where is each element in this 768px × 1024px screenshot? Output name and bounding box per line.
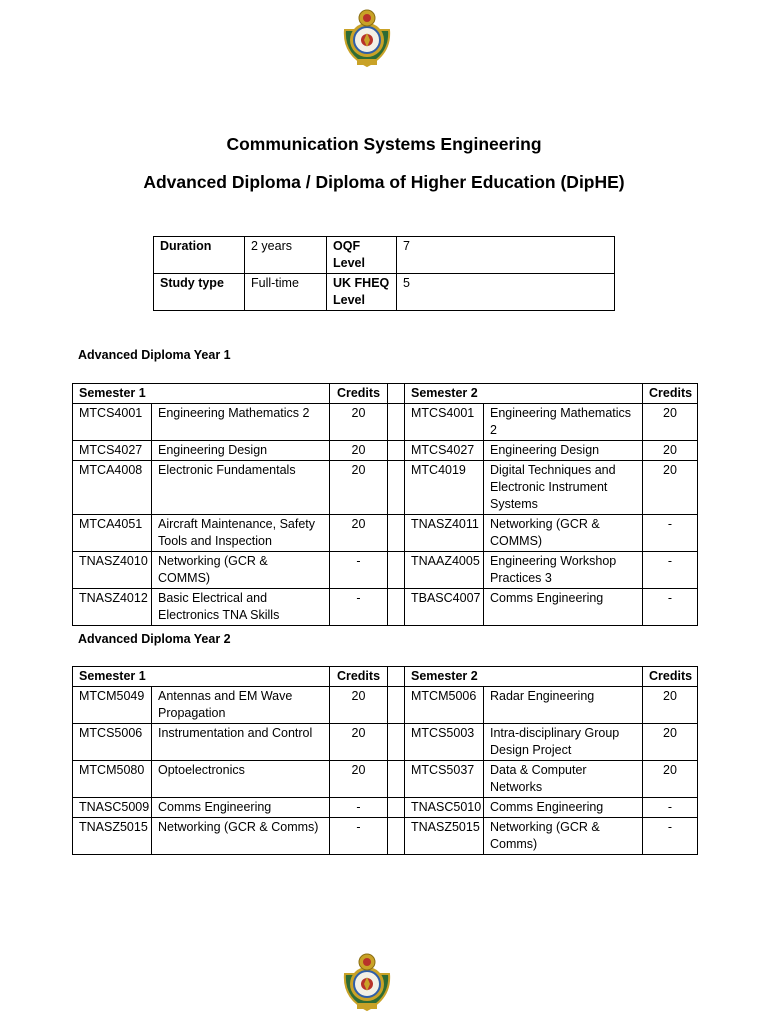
semester2-module-code: TNASZ5015 bbox=[405, 818, 484, 855]
crest-logo-bottom bbox=[339, 948, 395, 1014]
study-type-value: Full-time bbox=[245, 274, 327, 311]
semester1-credits: - bbox=[330, 589, 388, 626]
semester2-credits: - bbox=[643, 552, 698, 589]
column-spacer bbox=[388, 552, 405, 589]
semester2-module-name: Radar Engineering bbox=[484, 687, 643, 724]
semester2-credits: 20 bbox=[643, 404, 698, 441]
table-header-row bbox=[73, 667, 698, 687]
duration-label: Duration bbox=[154, 237, 245, 274]
semester1-header: Semester 1 bbox=[73, 667, 330, 687]
column-spacer bbox=[388, 798, 405, 818]
year1-course-table bbox=[72, 383, 698, 626]
semester1-module-code: MTCS5006 bbox=[73, 724, 152, 761]
column-spacer bbox=[388, 461, 405, 515]
semester1-credits: - bbox=[330, 798, 388, 818]
semester1-module-name: Networking (GCR & COMMS) bbox=[152, 552, 330, 589]
semester1-header: Semester 1 bbox=[73, 384, 330, 404]
info-row bbox=[154, 274, 615, 311]
semester1-module-code: MTCA4008 bbox=[73, 461, 152, 515]
semester2-module-code: MTC4019 bbox=[405, 461, 484, 515]
column-spacer bbox=[388, 404, 405, 441]
table-row bbox=[73, 761, 698, 798]
table-row bbox=[73, 461, 698, 515]
semester1-module-name: Engineering Design bbox=[152, 441, 330, 461]
column-spacer bbox=[388, 667, 405, 687]
table-row bbox=[73, 724, 698, 761]
semester2-credits: - bbox=[643, 818, 698, 855]
oqf-level-label: OQF Level bbox=[327, 237, 397, 274]
semester1-module-code: MTCM5080 bbox=[73, 761, 152, 798]
semester1-module-name: Electronic Fundamentals bbox=[152, 461, 330, 515]
year1-heading: Advanced Diploma Year 1 bbox=[78, 348, 231, 362]
table-row bbox=[73, 441, 698, 461]
semester1-credits: - bbox=[330, 552, 388, 589]
semester2-credits: 20 bbox=[643, 461, 698, 515]
semester2-credits: 20 bbox=[643, 441, 698, 461]
semester1-module-code: MTCS4027 bbox=[73, 441, 152, 461]
semester2-module-code: MTCM5006 bbox=[405, 687, 484, 724]
table-row bbox=[73, 515, 698, 552]
semester2-credits: - bbox=[643, 589, 698, 626]
semester1-module-code: MTCM5049 bbox=[73, 687, 152, 724]
oqf-level-value: 7 bbox=[397, 237, 615, 274]
semester1-module-code: MTCS4001 bbox=[73, 404, 152, 441]
table-row bbox=[73, 798, 698, 818]
document-title: Communication Systems Engineering bbox=[226, 134, 542, 154]
column-spacer bbox=[388, 441, 405, 461]
semester2-module-name: Engineering Mathematics 2 bbox=[484, 404, 643, 441]
year2-heading: Advanced Diploma Year 2 bbox=[78, 632, 231, 646]
semester1-credits: 20 bbox=[330, 761, 388, 798]
semester1-credits: 20 bbox=[330, 441, 388, 461]
semester1-module-name: Instrumentation and Control bbox=[152, 724, 330, 761]
credits-header: Credits bbox=[643, 667, 698, 687]
column-spacer bbox=[388, 818, 405, 855]
study-type-label: Study type bbox=[154, 274, 245, 311]
semester2-credits: 20 bbox=[643, 724, 698, 761]
semester2-module-name: Comms Engineering bbox=[484, 798, 643, 818]
table-row bbox=[73, 404, 698, 441]
duration-value: 2 years bbox=[245, 237, 327, 274]
semester2-module-name: Networking (GCR & Comms) bbox=[484, 818, 643, 855]
semester1-module-name: Engineering Mathematics 2 bbox=[152, 404, 330, 441]
info-row bbox=[154, 237, 615, 274]
semester2-module-name: Data & Computer Networks bbox=[484, 761, 643, 798]
semester2-credits: - bbox=[643, 515, 698, 552]
table-header-row bbox=[73, 384, 698, 404]
semester1-module-name: Comms Engineering bbox=[152, 798, 330, 818]
column-spacer bbox=[388, 384, 405, 404]
semester2-module-code: MTCS4001 bbox=[405, 404, 484, 441]
semester2-header: Semester 2 bbox=[405, 667, 643, 687]
semester2-module-code: MTCS5037 bbox=[405, 761, 484, 798]
credits-header: Credits bbox=[330, 667, 388, 687]
semester2-header: Semester 2 bbox=[405, 384, 643, 404]
year2-course-table bbox=[72, 666, 698, 855]
semester2-module-name: Digital Techniques and Electronic Instrument Systems bbox=[484, 461, 643, 515]
semester2-credits: 20 bbox=[643, 761, 698, 798]
table-row bbox=[73, 818, 698, 855]
table-row bbox=[73, 687, 698, 724]
semester1-module-name: Basic Electrical and Electronics TNA Skills bbox=[152, 589, 330, 626]
semester1-module-name: Aircraft Maintenance, Safety Tools and Inspection bbox=[152, 515, 330, 552]
semester2-module-name: Engineering Design bbox=[484, 441, 643, 461]
semester2-module-code: MTCS5003 bbox=[405, 724, 484, 761]
fheq-level-label: UK FHEQ Level bbox=[327, 274, 397, 311]
table-row bbox=[73, 552, 698, 589]
semester1-credits: 20 bbox=[330, 404, 388, 441]
credits-header: Credits bbox=[330, 384, 388, 404]
semester1-credits: 20 bbox=[330, 515, 388, 552]
column-spacer bbox=[388, 687, 405, 724]
semester2-credits: 20 bbox=[643, 687, 698, 724]
credits-header: Credits bbox=[643, 384, 698, 404]
table-row bbox=[73, 589, 698, 626]
semester1-module-name: Optoelectronics bbox=[152, 761, 330, 798]
document-subtitle: Advanced Diploma / Diploma of Higher Education (DipHE) bbox=[143, 172, 625, 192]
semester2-module-code: TNASZ4011 bbox=[405, 515, 484, 552]
fheq-level-value: 5 bbox=[397, 274, 615, 311]
semester2-module-code: TNASC5010 bbox=[405, 798, 484, 818]
semester2-module-name: Intra-disciplinary Group Design Project bbox=[484, 724, 643, 761]
semester1-module-code: TNASC5009 bbox=[73, 798, 152, 818]
crest-logo-top bbox=[339, 4, 395, 70]
column-spacer bbox=[388, 515, 405, 552]
semester2-module-name: Networking (GCR & COMMS) bbox=[484, 515, 643, 552]
semester2-module-name: Comms Engineering bbox=[484, 589, 643, 626]
semester1-module-name: Antennas and EM Wave Propagation bbox=[152, 687, 330, 724]
semester1-credits: - bbox=[330, 818, 388, 855]
semester1-credits: 20 bbox=[330, 724, 388, 761]
semester1-module-code: TNASZ4010 bbox=[73, 552, 152, 589]
column-spacer bbox=[388, 724, 405, 761]
semester1-module-name: Networking (GCR & Comms) bbox=[152, 818, 330, 855]
semester2-module-code: TBASC4007 bbox=[405, 589, 484, 626]
semester2-module-code: TNAAZ4005 bbox=[405, 552, 484, 589]
semester1-module-code: MTCA4051 bbox=[73, 515, 152, 552]
semester1-module-code: TNASZ4012 bbox=[73, 589, 152, 626]
semester1-credits: 20 bbox=[330, 461, 388, 515]
column-spacer bbox=[388, 589, 405, 626]
semester1-credits: 20 bbox=[330, 687, 388, 724]
semester2-credits: - bbox=[643, 798, 698, 818]
semester2-module-name: Engineering Workshop Practices 3 bbox=[484, 552, 643, 589]
column-spacer bbox=[388, 761, 405, 798]
semester2-module-code: MTCS4027 bbox=[405, 441, 484, 461]
semester1-module-code: TNASZ5015 bbox=[73, 818, 152, 855]
programme-info-table bbox=[153, 236, 615, 311]
